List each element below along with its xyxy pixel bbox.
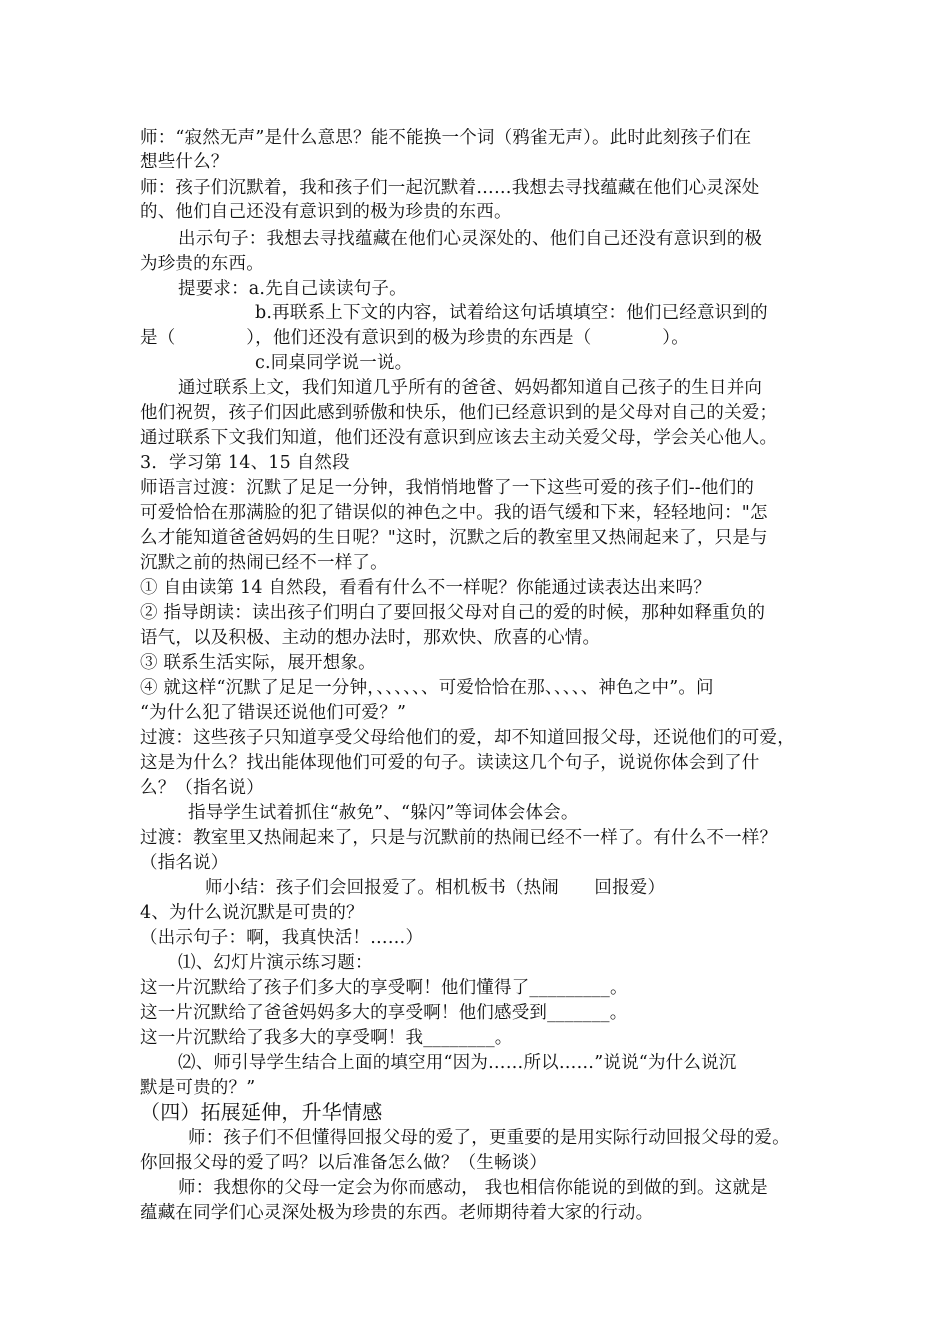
text-line: 沉默之前的热闹已经不一样了。 xyxy=(140,553,388,573)
text-line: 这一片沉默给了孩子们多大的享受啊！他们懂得了_________。 xyxy=(140,978,628,998)
text-line: （指名说） xyxy=(140,853,229,873)
text-line: 蕴藏在同学们心灵深处极为珍贵的东西。老师期待着大家的行动。 xyxy=(140,1203,654,1223)
text-line: 么？（指名说） xyxy=(140,778,264,798)
text-line: 的、他们自己还没有意识到的极为珍贵的东西。 xyxy=(140,202,512,222)
text-line: 提要求：a.先自己读读句子。 xyxy=(178,279,407,299)
text-line: “为什么犯了错误还说他们可爱？” xyxy=(140,703,407,723)
text-line: （出示句子：啊，我真快活！……） xyxy=(140,928,424,948)
text-line: 指导学生试着抓住“赦免”、“躲闪”等词体会体会。 xyxy=(188,803,579,823)
text-line: 是（ ），他们还没有意识到的极为珍贵的东西是（ ）。 xyxy=(140,328,689,348)
text-line: ④ 就这样“沉默了足足一分钟，、、、、、、可爱恰恰在那、、、、、神色之中”。问 xyxy=(140,678,714,698)
text-line: c.同桌同学说一说。 xyxy=(255,353,413,373)
text-line: 师：孩子们沉默着，我和孩子们一起沉默着……我想去寻找蕴藏在他们心灵深处 xyxy=(140,178,760,198)
text-line: 语气，以及积极、主动的想办法时，那欢快、欣喜的心情。 xyxy=(140,628,601,648)
text-line: 师语言过渡：沉默了足足一分钟，我悄悄地瞥了一下这些可爱的孩子们--他们的 xyxy=(140,478,755,498)
text-line: b.再联系上下文的内容，试着给这句话填填空：他们已经意识到的 xyxy=(255,303,768,323)
section-heading: （四）拓展延伸，升华情感 xyxy=(140,1100,383,1124)
text-line: ③ 联系生活实际，展开想象。 xyxy=(140,653,376,673)
text-line: 他们祝贺，孩子们因此感到骄傲和快乐，他们已经意识到的是父母对自己的关爱； xyxy=(140,403,778,423)
text-line: 师小结：孩子们会回报爱了。相机板书（热闹 回报爱） xyxy=(205,878,666,898)
text-line: 师：孩子们不但懂得回报父母的爱了，更重要的是用实际行动回报父母的爱。 xyxy=(188,1128,790,1148)
text-line: 你回报父母的爱了吗？以后准备怎么做？（生畅谈） xyxy=(140,1153,548,1173)
text-line: 想些什么？ xyxy=(140,152,229,172)
text-line: 么才能知道爸爸妈妈的生日呢？"这时，沉默之后的教室里又热闹起来了，只是与 xyxy=(140,528,768,548)
text-line: ① 自由读第 14 自然段，看看有什么不一样呢？你能通过读表达出来吗？ xyxy=(140,578,711,598)
text-line: 这一片沉默给了爸爸妈妈多大的享受啊！他们感受到_______。 xyxy=(140,1003,628,1023)
text-line: 出示句子：我想去寻找蕴藏在他们心灵深处的、他们自己还没有意识到的极 xyxy=(178,229,763,249)
text-line: ⑴、幻灯片演示练习题： xyxy=(178,953,373,973)
section-heading: 4、为什么说沉默是可贵的？ xyxy=(140,903,364,923)
text-line: 过渡：这些孩子只知道享受父母给他们的爱，却不知道回报父母，还说他们的可爱， xyxy=(140,728,795,748)
text-line: 默是可贵的？” xyxy=(140,1078,256,1098)
text-line: 通过联系下文我们知道，他们还没有意识到应该去主动关爱父母，学会关心他人。 xyxy=(140,428,778,448)
text-line: 这一片沉默给了我多大的享受啊！我________。 xyxy=(140,1028,513,1048)
text-line: ⑵、师引导学生结合上面的填空用“因为……所以……”说说“为什么说沉 xyxy=(178,1053,737,1073)
text-line: 可爱恰恰在那满脸的犯了错误似的神色之中。我的语气缓和下来，轻轻地问："怎 xyxy=(140,503,768,523)
text-line: ② 指导朗读：读出孩子们明白了要回报父母对自己的爱的时候，那种如释重负的 xyxy=(140,603,766,623)
text-line: 为珍贵的东西。 xyxy=(140,254,264,274)
text-line: 通过联系上文，我们知道几乎所有的爸爸、妈妈都知道自己孩子的生日并向 xyxy=(178,378,763,398)
text-line: 这是为什么？找出能体现他们可爱的句子。读读这几个句子，说说你体会到了什 xyxy=(140,753,760,773)
text-line: 师：我想你的父母一定会为你而感动， 我也相信你能说的到做的到。这就是 xyxy=(178,1178,768,1198)
text-line: 师：“寂然无声”是什么意思？能不能换一个词（鸦雀无声）。此时此刻孩子们在 xyxy=(140,128,752,148)
text-line: 过渡：教室里又热闹起来了，只是与沉默前的热闹已经不一样了。有什么不一样？ xyxy=(140,828,778,848)
section-heading: 3．学习第 14、15 自然段 xyxy=(140,453,350,473)
